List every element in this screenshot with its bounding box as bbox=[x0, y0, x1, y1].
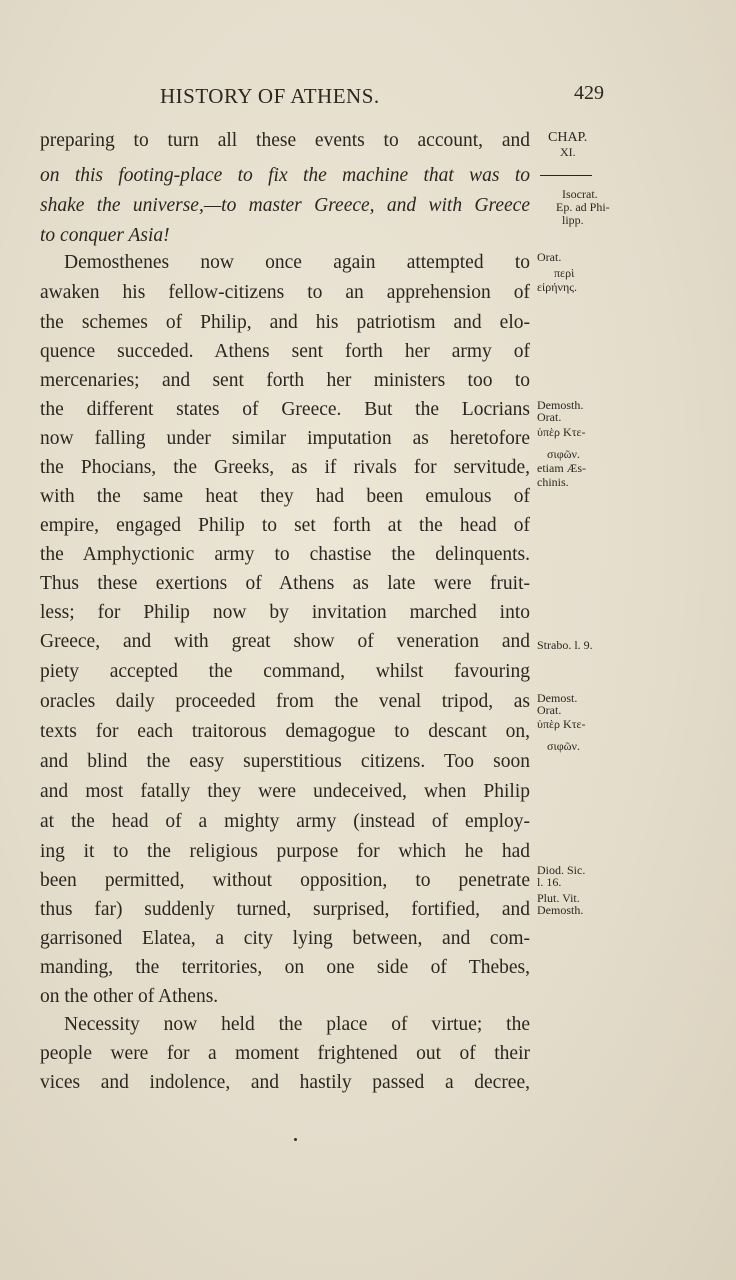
margin-note: l. 16. bbox=[537, 875, 562, 889]
body-line: the Amphyctionic army to chastise the delinquents. bbox=[40, 544, 530, 565]
body-line: piety accepted the command, whilst favouring bbox=[40, 661, 530, 682]
body-line: quence succeded. Athens sent forth her army of bbox=[40, 341, 530, 362]
body-line: with the same heat they had been emulous of bbox=[40, 486, 530, 507]
body-line: garrisoned Elatea, a city lying between, and com- bbox=[40, 928, 530, 949]
body-line: Thus these exertions of Athens as late were fruit- bbox=[40, 573, 530, 594]
margin-note: σιφῶν. bbox=[547, 447, 580, 461]
margin-note: Demosth. bbox=[537, 398, 584, 412]
body-line: ing it to the religious purpose for which he had bbox=[40, 841, 530, 862]
margin-note: εἰρήνης. bbox=[537, 280, 577, 294]
margin-note: Ep. ad Phi- bbox=[556, 200, 610, 214]
margin-note: lipp. bbox=[562, 213, 584, 227]
body-line: Greece, and with great show of veneration and bbox=[40, 631, 530, 652]
margin-note: ὑπὲρ Κτε- bbox=[537, 717, 586, 731]
margin-note: CHAP. bbox=[548, 130, 588, 145]
margin-rule bbox=[540, 175, 592, 176]
body-line: oracles daily proceeded from the venal tripod, as bbox=[40, 691, 530, 712]
body-line: Demosthenes now once again attempted to bbox=[64, 252, 530, 273]
margin-note: Plut. Vit. bbox=[537, 891, 580, 905]
margin-note: Diod. Sic. bbox=[537, 863, 586, 877]
body-line: on the other of Athens. bbox=[40, 986, 219, 1007]
body-line: awaken his fellow-citizens to an apprehension of bbox=[40, 282, 530, 303]
body-line: preparing to turn all these events to account, and bbox=[40, 130, 530, 151]
margin-note: Orat. bbox=[537, 410, 562, 424]
body-line: the different states of Greece. But the Locrians bbox=[40, 399, 530, 420]
body-line: shake the universe,—to master Greece, and with Greece bbox=[40, 195, 530, 216]
body-line: at the head of a mighty army (instead of employ- bbox=[40, 811, 530, 832]
body-line: mercenaries; and sent forth her ministers too to bbox=[40, 370, 530, 391]
body-line: the Phocians, the Greeks, as if rivals for servitude, bbox=[40, 457, 530, 478]
margin-note: Isocrat. bbox=[562, 187, 598, 201]
ink-speck bbox=[294, 1138, 297, 1141]
body-line: and most fatally they were undeceived, when Philip bbox=[40, 781, 530, 802]
margin-note: Demosth. bbox=[537, 903, 584, 917]
body-line: texts for each traitorous demagogue to descant on, bbox=[40, 721, 530, 742]
body-line: now falling under similar imputation as heretofore bbox=[40, 428, 530, 449]
body-line: and blind the easy superstitious citizens. Too soon bbox=[40, 751, 530, 772]
body-line: to conquer Asia! bbox=[40, 225, 170, 246]
margin-note: etiam Æs- bbox=[537, 461, 586, 475]
margin-note: Orat. bbox=[537, 250, 562, 264]
margin-note: Orat. bbox=[537, 703, 562, 717]
body-line: been permitted, without opposition, to penetrate bbox=[40, 870, 530, 891]
body-line: less; for Philip now by invitation marched into bbox=[40, 602, 530, 623]
body-line: manding, the territories, on one side of Thebes, bbox=[40, 957, 530, 978]
body-line: on this footing-place to fix the machine that was to bbox=[40, 165, 530, 186]
margin-note: chinis. bbox=[537, 475, 569, 489]
margin-note: ὑπὲρ Κτε- bbox=[537, 425, 586, 439]
margin-note: σιφῶν. bbox=[547, 739, 580, 753]
page-number: 429 bbox=[574, 82, 604, 104]
body-line: empire, engaged Philip to set forth at the head of bbox=[40, 515, 530, 536]
body-line: thus far) suddenly turned, surprised, fortified, and bbox=[40, 899, 530, 920]
margin-note: Demost. bbox=[537, 691, 578, 705]
body-line: people were for a moment frightened out of their bbox=[40, 1043, 530, 1064]
margin-note: Strabo. l. 9. bbox=[537, 638, 593, 652]
margin-note: XI. bbox=[560, 145, 576, 159]
body-line: the schemes of Philip, and his patriotism and elo- bbox=[40, 312, 530, 333]
body-line: Necessity now held the place of virtue; the bbox=[64, 1014, 530, 1035]
margin-note: περὶ bbox=[554, 266, 575, 280]
running-title: HISTORY OF ATHENS. bbox=[160, 84, 380, 108]
body-line: vices and indolence, and hastily passed a decree, bbox=[40, 1072, 530, 1093]
